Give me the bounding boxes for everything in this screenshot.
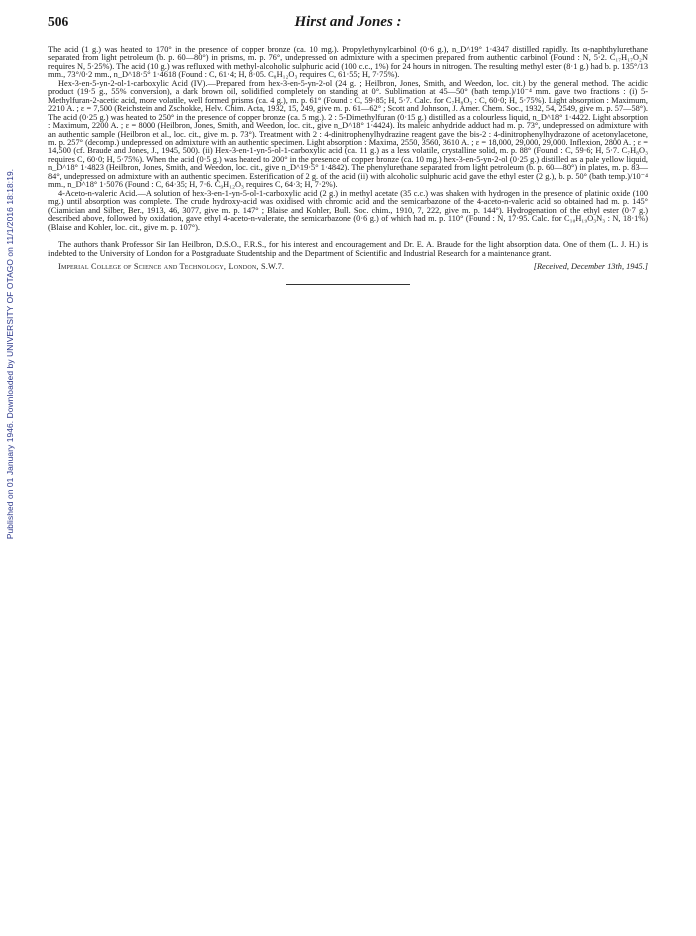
page-number: 506	[48, 14, 69, 29]
paragraph-hexenynol-carboxylic-acid: Hex-3-en-5-yn-2-ol-1-carboxylic Acid (IV).—Prepared from hex-3-en-5-yn-2-ol (24 g. ; Heilbron, Jones, Smith, and Weedon, loc. cit.) by the general method. The acidic product (19·5 g., 55% conversion), a dark brown oil, solidified completely on standing at 0°. Sublimation at 45—50° (bath temp.)/10⁻⁴ mm. gave two fractions : (i) 5-Methylfuran-2-acetic acid, more volatile, well formed prisms (ca. 4 g.), m. p. 61° (Found : C, 59·85; H, 5·7. Calc. for C₇H₈O₃ : C, 60·0; H, 5·75%). Light absorption : Maximum, 2210 A. ; ε = 7,500 (Reichstein and Zschokke, Helv. Chim. Acta, 1932, 15, 249, give m. p. 61—62° ; Scott and Johnson, J. Amer. Chem. Soc., 1932, 54, 2549, give m. p. 57—58°). The acid (0·25 g.) was heated to 250° in the presence of copper bronze (ca. 5 mg.). 2 : 5-Dimethylfuran (0·15 g.) distilled as a colourless liquid, n_D^18° 1·4422. Light absorption : Maximum, 2200 A. ; ε = 8000 (Heilbron, Jones, Smith, and Weedon, loc. cit., give n_D^18° 1·4424). Its maleic anhydride adduct had m. p. 73°, undepressed on admixture with an authentic sample (Heilbron et al., loc. cit., give m. p. 73°). Treatment with 2 : 4-dinitrophenylhydrazine reagent gave the bis-2 : 4-dinitrophenylhydrazone of acetonylacetone, m. p. 257° (decomp.) undepressed on admixture with an authentic specimen. Light absorption : Maxima, 2550, 3560, 3610 A. ; ε = 18,000, 29,000, 29,000. Inflexion, 2800 A. ; ε = 14,500 (cf. Braude and Jones, J., 1945, 500). (ii) Hex-3-en-1-yn-5-ol-1-carboxylic acid (ca. 11 g.) as a less volatile, crystalline solid, m. p. 88° (Found : C, 59·6; H, 5·7. C₇H₈O₃ requires C, 60·0; H, 5·75%). When the acid (0·5 g.) was heated to 200° in the presence of copper bronze (ca. 10 mg.) hex-3-en-5-yn-2-ol (0·25 g.) distilled as a pale yellow liquid, n_D^18° 1·4823 (Heilbron, Jones, Smith, and Weedon, loc. cit., give n_D^19·5° 1·4842). The phenylurethane separated from light petroleum (b. p. 60—80°) in plates, m. p. 83—84°, undepressed on admixture with an authentic specimen. Esterification of 2 g. of the acid (ii) with alcoholic sulphuric acid gave the ethyl ester (2 g.), b. p. 50° (bath temp.)/10⁻⁴ mm., n_D^18° 1·5076 (Found : C, 64·35; H, 7·6. C₉H₁₂O₃ requires C, 64·3; H, 7·2%).	[48, 78, 648, 190]
end-rule	[286, 284, 410, 285]
paragraph-propylethynylcarbinol: The acid (1 g.) was heated to 170° in the presence of copper bronze (ca. 10 mg.). Propylethynylcarbinol (0·6 g.), n_D^19° 1·4347 distilled rapidly. Its α-naphthylurethane separated from light petroleum (b. p. 60—80°) in prisms, m. p. 76°, undepressed on admixture with a specimen prepared from authentic carbinol (Found : N, 5·2. C₁₇H₁₇O₂N requires N, 5·25%). The acid (10 g.) was refluxed with methyl-alcoholic sulphuric acid (100 c.c., 1%) for 24 hours in nitrogen. The resulting methyl ester (8·1 g.) had b. p. 135°/13 mm., 73°/0·2 mm., n_D^18·5° 1·4618 (Found : C, 61·4; H, 8·05. C₈H₁₂O₃ requires C, 61·55; H, 7·75%).	[48, 45, 648, 80]
page-header	[48, 14, 648, 38]
article-footer	[48, 262, 648, 274]
download-watermark-text: Published on 01 January 1946. Downloaded by UNIVERSITY OF OTAGO on 11/1/2016 18:18:19.	[5, 168, 15, 540]
journal-page	[48, 14, 648, 285]
acknowledgement-section	[48, 241, 648, 258]
acknowledgement-text: The authors thank Professor Sir Ian Heilbron, D.S.O., F.R.S., for his interest and encouragement and Dr. E. A. Braude for the light absorption data. One of them (L. J. H.) is indebted to the University of London for a Postgraduate Studentship and the Department of Scientific and Industrial Research for a maintenance grant.	[48, 239, 648, 258]
experimental-section	[48, 46, 648, 232]
download-watermark	[3, 130, 17, 578]
paragraph-aceto-valeric-acid: 4-Aceto-n-valeric Acid.—A solution of hex-3-en-1-yn-5-ol-1-carboxylic acid (2 g.) in methyl acetate (35 c.c.) was shaken with hydrogen in the presence of platinic oxide (100 mg.) until absorption was complete. The crude hydroxy-acid was oxidised with chromic acid and the semicarbazone of the 4-aceto-n-valeric acid so obtained had m. p. 145° (Ciamician and Silber, Ber., 1913, 46, 3077, give m. p. 147° ; Blaise and Kohler, Bull. Soc. chim., 1910, 7, 222, give m. p. 144°). Hydrogenation of the ethyl ester (0·7 g.) described above, followed by oxidation, gave ethyl 4-aceto-n-valerate, the semicarbazone (0·6 g.) of which had m. p. 110° (Found : N, 17·95. Calc. for C₁₀H₁₉O₃N₃ : N, 18·1%) (Blaise and Kohler, loc. cit., give m. p. 107°).	[48, 188, 648, 232]
running-head: Hirst and Jones :	[294, 14, 402, 30]
institution-address: Imperial College of Science and Technology, London, S.W.7.	[58, 262, 285, 272]
received-date: [Received, December 13th, 1945.]	[533, 262, 648, 272]
